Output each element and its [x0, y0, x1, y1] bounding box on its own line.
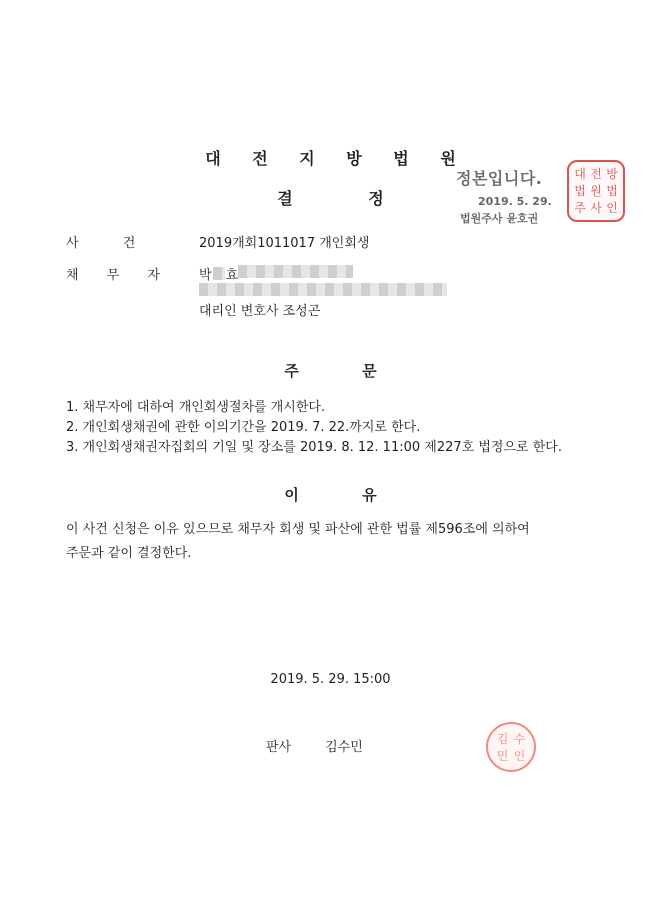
order-heading: 주 문 [284, 362, 377, 380]
certification-date: 2019. 5. 29. [478, 195, 552, 208]
order-item: 1. 채무자에 대하여 개인회생절차를 개시한다. [66, 400, 326, 415]
reason-line: 주문과 같이 결정한다. [66, 546, 192, 561]
redaction-block [213, 267, 225, 280]
debtor-name [199, 264, 238, 283]
judge-name: 김수민 [325, 740, 363, 755]
case-number: 2019개회1011017 개인회생 [199, 236, 370, 251]
seal-char: 전 [590, 166, 602, 181]
document-type: 결 정 [277, 189, 384, 208]
order-item: 3. 개인회생채권자집회의 기일 및 장소를 2019. 8. 12. 11:00 제227호 법정으로 한다. [66, 440, 562, 455]
debtor-name-last: 효 [225, 268, 239, 283]
certification-text: 정본입니다. [456, 169, 543, 188]
seal-char: 김 [496, 731, 509, 746]
seal-char: 인 [513, 748, 526, 763]
reason-heading: 이 유 [284, 486, 377, 504]
debtor-name-first: 박 [199, 268, 212, 283]
attorney-line: 대리인 변호사 조성곤 [199, 304, 321, 319]
seal-char: 민 [496, 748, 509, 763]
court-seal-stamp [567, 160, 625, 222]
court-name: 대 전 지 방 법 원 [205, 149, 456, 168]
redacted-address [199, 283, 447, 296]
seal-char: 방 [606, 166, 618, 181]
reason-line: 이 사건 신청은 이유 있으므로 채무자 회생 및 파산에 관한 법률 제596조에 의하여 [66, 522, 530, 537]
seal-char: 주 [574, 201, 586, 216]
order-item: 2. 개인회생채권에 관한 이의기간을 2019. 7. 22.까지로 한다. [66, 420, 421, 435]
seal-char: 대 [574, 166, 586, 181]
redacted-id-number [238, 265, 353, 278]
judge-seal-stamp [486, 722, 536, 772]
seal-char: 수 [513, 731, 526, 746]
decision-date: 2019. 5. 29. 15:00 [270, 672, 391, 687]
seal-char: 법 [574, 183, 586, 198]
seal-char: 법 [606, 183, 618, 198]
case-label: 사 건 [66, 236, 136, 251]
reason-body [66, 518, 626, 566]
judge-signature-line [266, 736, 397, 755]
debtor-label: 채 무 자 [66, 268, 160, 283]
seal-char: 원 [590, 183, 602, 198]
certification-officer: 법원주사 윤호권 [460, 212, 539, 225]
seal-char: 사 [590, 201, 602, 216]
judge-title: 판사 [266, 740, 292, 755]
seal-char: 인 [606, 201, 618, 216]
order-list [66, 398, 562, 458]
